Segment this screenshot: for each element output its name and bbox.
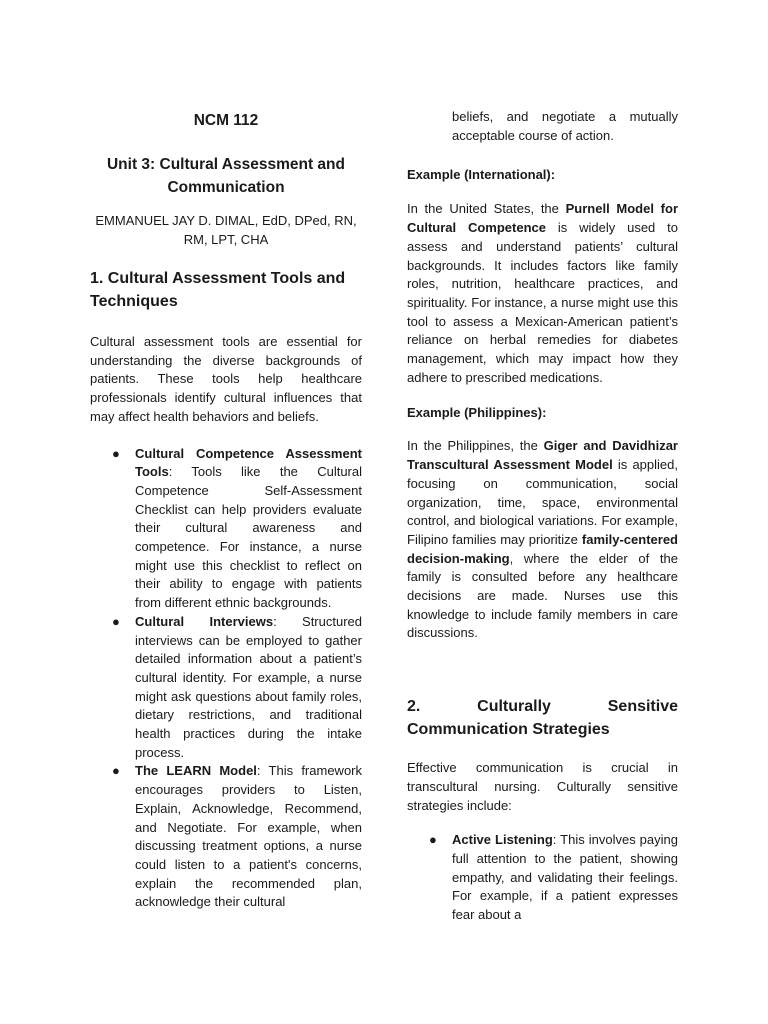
model-name: Giger and Davidhizar Transcultural Assessment Model	[407, 438, 678, 473]
assessment-tools-list	[90, 445, 362, 913]
paragraph-text: is widely used to assess and understand patients’ cultural backgrounds. It includes factors like family roles, nutrition, healthcare practices, and spirituality. For instance, a nurse might use this tool to assess a Mexican-American patient’s reliance on herbal remedies for diabetes management, which may impact how they adhere to prescribed medications.	[407, 220, 678, 385]
list-item	[90, 445, 362, 613]
paragraph-text: is applied, focusing on communication, social organization, time, space, environmental control, and biological variations. For example, Filipino families may prioritize	[407, 457, 678, 547]
example-philippines-heading: Example (Philippines):	[407, 405, 547, 421]
paragraph-text: , where the elder of the family is consulted before any healthcare decisions are made. Nurses use this knowledge to include family members in care discussions.	[407, 550, 678, 641]
list-item	[407, 831, 678, 925]
communication-strategies-list	[407, 831, 678, 925]
emphasis-term: family-centered decision-making	[407, 531, 678, 566]
list-item-text: : Tools like the Cultural Competence Self-Assessment Checklist can help providers evaluate their cultural awareness and competence. For instance, a nurse might use this checklist to reflect on their ability to engage with patients from different ethnic backgrounds.	[135, 464, 362, 611]
bullet-icon: ●	[112, 763, 120, 779]
list-item	[90, 762, 362, 912]
example-international-heading: Example (International):	[407, 167, 556, 183]
list-item-term: Active Listening	[452, 832, 553, 848]
bullet-icon: ●	[112, 613, 120, 629]
section-1-intro: Cultural assessment tools are essential for understanding the diverse backgrounds of patients. These tools help healthcare professionals identify cultural influences that may affect health behaviors and beliefs.	[90, 334, 362, 424]
list-item-text: : Structured interviews can be employed to gather detailed information about a patient’s cultural identity. For example, a nurse might ask questions about family roles, dietary restrictions, and traditional health practices during the intake process.	[135, 613, 363, 760]
section-2-heading: 2. Culturally Sensitive Communication Strategies	[407, 698, 678, 739]
right-column	[407, 108, 678, 925]
section-1-heading: 1. Cultural Assessment Tools and Techniques	[90, 270, 346, 310]
example-international-paragraph	[407, 200, 678, 387]
bullet-icon: ●	[429, 832, 437, 848]
list-item	[90, 613, 362, 763]
left-column	[90, 108, 362, 912]
list-item-term: The LEARN Model	[135, 763, 257, 779]
author-credits: EMMANUEL JAY D. DIMAL, EdD, DPed, RN, RM, LPT, CHA	[95, 213, 357, 247]
list-item-text: : This framework encourages providers to Listen, Explain, Acknowledge, Recommend, and Negotiate. For example, when discussing treatment options, a nurse could listen to a patient's concerns, explain the recommended plan, acknowledge their cultural	[135, 763, 363, 910]
paragraph-text: In the Philippines, the	[407, 438, 544, 454]
list-item-term: Cultural Interviews	[135, 613, 274, 629]
example-philippines-paragraph	[407, 437, 678, 643]
course-code: NCM 112	[193, 112, 259, 129]
list-item-text: : This involves paying full attention to the patient, showing empathy, and validating their feelings. For example, if a patient expresses fear about a	[452, 832, 678, 923]
unit-title: Unit 3: Cultural Assessment and Communication	[106, 156, 345, 196]
list-item-term: Cultural Competence Assessment Tools	[135, 445, 362, 480]
paragraph-text: In the United States, the	[407, 201, 566, 217]
section-2-intro: Effective communication is crucial in transcultural nursing. Culturally sensitive strategies include:	[407, 760, 678, 813]
list-item-continuation: beliefs, and negotiate a mutually acceptable course of action.	[452, 109, 678, 143]
bullet-icon: ●	[112, 445, 120, 461]
model-name: Purnell Model for Cultural Competence	[407, 201, 679, 236]
